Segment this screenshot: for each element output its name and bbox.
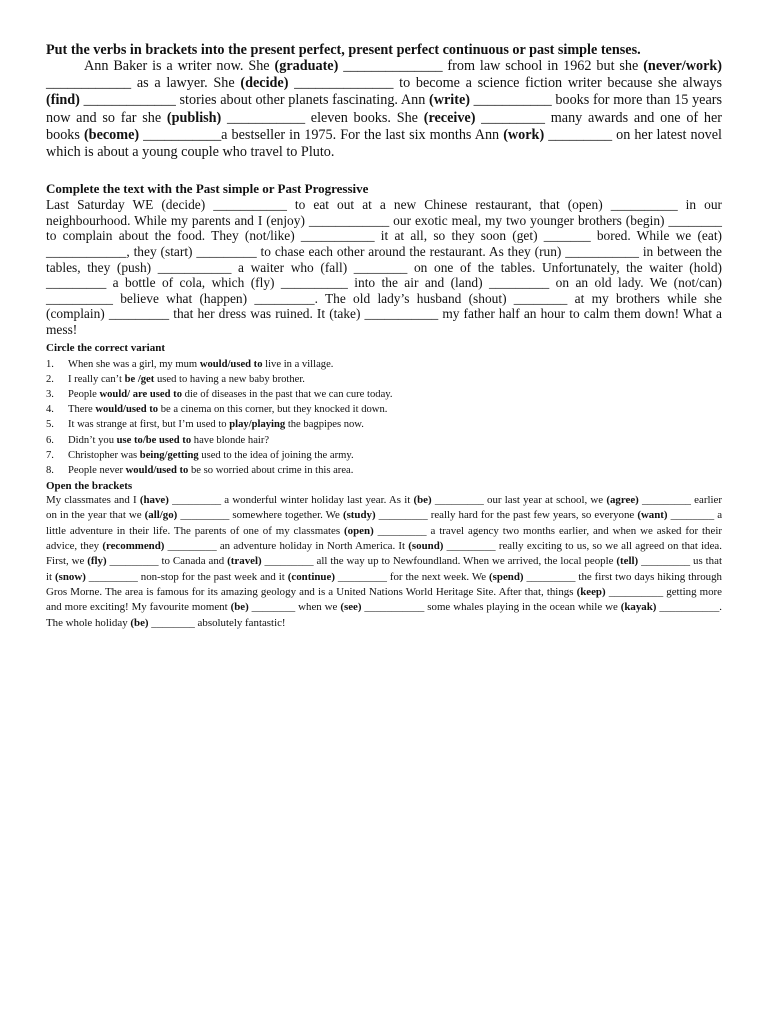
verb-prompt: (open) — [344, 524, 374, 537]
list-item: 8. People never would/used to be so worried about crime in this area. — [46, 464, 354, 476]
section1-text: Ann Baker is a writer now. She (graduate) ______________ from law school in 1962 but she (never/work) ____________ as a lawyer. She (decide) ______________ to become a science fiction writer because she always (find) _____________ stories about other planets fascinating. Ann (write) ___________ books for more than 15 years now and so far she (publish) ___________ eleven books. She (receive) _________ many awards and one of her books (become) ___________a bestseller in 1975. For the last six months Ann (work) _________ on her latest novel which is about a young couple who travel to Pluto. — [46, 58, 723, 161]
verb-prompt: (be) — [413, 494, 432, 507]
section4-text: My classmates and I (have) _________ a wonderful winter holiday last year. As it (be) _________ our last year at school, we (agree) _________ earlier on in the year that we (all/go) _________ somewhere together. We (study) _________ really hard for the past few years, so everyone (want) ________ a little adventure in their life. The parents of one of my classmates (open) _________ a travel agency two months earlier, and when we asked for their advice, they (recommend) _________ an adventure holiday in North America. It (sound) _________ really exciting to us, so we all agreed on that idea. First, we (fly) _________ to Canada and (travel) _________ all the way up to Newfoundland. When we arrived, the local people (tell) _________ us that it (snow) _________ non-stop for the past week and it (continue) _________ for the next week. We (spend) _________ the first two days hiking through Gros Morne. The area is famous for its amazing geology and is a United Nations World Heritage Site. After that, things (keep) __________ getting more and more exciting! My favourite moment (be) ________ when we (see) ___________ some whales playing in the ocean while we (kayak) ___________. The whole holiday (be) ________ absolutely fantastic! — [46, 494, 723, 629]
section4-title: Open the brackets — [46, 480, 133, 493]
verb-prompt: (sound) — [408, 540, 444, 553]
verb-prompt: (spend) — [489, 570, 524, 583]
verb-prompt: (want) — [637, 509, 668, 522]
verb-prompt: would/ are used to — [99, 388, 182, 400]
verb-prompt: (travel) — [227, 555, 262, 568]
verb-prompt: (have) — [139, 494, 169, 507]
list-item: 3. People would/ are used to die of diseases in the past that we can cure today. — [46, 388, 393, 400]
verb-prompt: (continue) — [287, 570, 335, 583]
verb-prompt: (agree) — [606, 494, 639, 507]
verb-prompt: (snow) — [55, 570, 86, 583]
verb-prompt: (recommend) — [102, 540, 165, 553]
verb-prompt: (receive) — [423, 109, 476, 126]
verb-prompt: (graduate) — [274, 58, 339, 74]
verb-prompt: (work) — [503, 126, 545, 143]
verb-prompt: play/playing — [229, 419, 286, 431]
verb-prompt: (all/go) — [144, 509, 178, 522]
section2-text: Last Saturday WE (decide) ___________ to eat out at a new Chinese restaurant, that (open) __________ in our neighbourhood. While my parents and I (enjoy) ____________ our exotic meal, my two younger brothers (begin) ________ to complain about the food. They (not/like) ___________ it at all, so they soon (get) _______ bored. While we (eat) ____________, they (start) _________ to chase each other around the restaurant. As they (run) ___________ in between the tables, they (push) ___________ a waiter who (fall) ________ on one of the tables. Unfortunately, the waiter (hold) _________ a bottle of cola, which (fly) __________ into the air and (land) _________ on an old lady. We (not/can) __________ believe what (happen) _________. The old lady’s husband (shout) ________ at my brothers while she (complain) _________ that her dress was ruined. It (take) ___________ my father half an hour to calm them down! What a mess! — [46, 197, 722, 337]
list-item: 6. Didn’t you use to/be used to have blonde hair? — [46, 434, 270, 446]
verb-prompt: (tell) — [616, 555, 639, 568]
verb-prompt: use to/be used to — [116, 434, 192, 446]
verb-prompt: (kayak) — [620, 601, 657, 614]
list-item: 4. There would/used to be a cinema on this corner, but they knocked it down. — [46, 404, 388, 416]
variant-list — [46, 357, 722, 479]
section2-title: Complete the text with the Past simple or Past Progressive — [46, 181, 369, 197]
section3-title: Circle the correct variant — [46, 341, 166, 354]
verb-prompt: (be) — [230, 601, 249, 614]
verb-prompt: being/getting — [139, 449, 199, 461]
list-item: 5. It was strange at first, but I’m used to play/playing the bagpipes now. — [46, 419, 364, 431]
verb-prompt: (never/work) — [643, 58, 722, 74]
verb-prompt: would/used to — [95, 404, 159, 416]
verb-prompt: would/used to — [125, 464, 189, 476]
verb-prompt: (write) — [429, 92, 470, 109]
verb-prompt: (fly) — [87, 555, 107, 568]
verb-prompt: (decide) — [240, 75, 289, 92]
list-item: 1. When she was a girl, my mum would/used to live in a village. — [46, 358, 334, 370]
section1-title: Put the verbs in brackets into the present perfect, present perfect continuous or past simple tenses. — [46, 42, 641, 58]
verb-prompt: (find) — [46, 92, 80, 109]
verb-prompt: (publish) — [166, 109, 222, 126]
verb-prompt: (become) — [83, 126, 140, 143]
verb-prompt: would/used to — [199, 358, 263, 370]
list-item: 7. Christopher was being/getting used to the idea of joining the army. — [46, 449, 354, 461]
verb-prompt: (keep) — [576, 585, 606, 598]
verb-prompt: (study) — [342, 509, 376, 522]
verb-prompt: (see) — [340, 601, 362, 614]
verb-prompt: (be) — [130, 616, 149, 629]
verb-prompt: be /get — [124, 373, 155, 385]
list-item: 2. I really can’t be /get used to having a new baby brother. — [46, 373, 305, 385]
